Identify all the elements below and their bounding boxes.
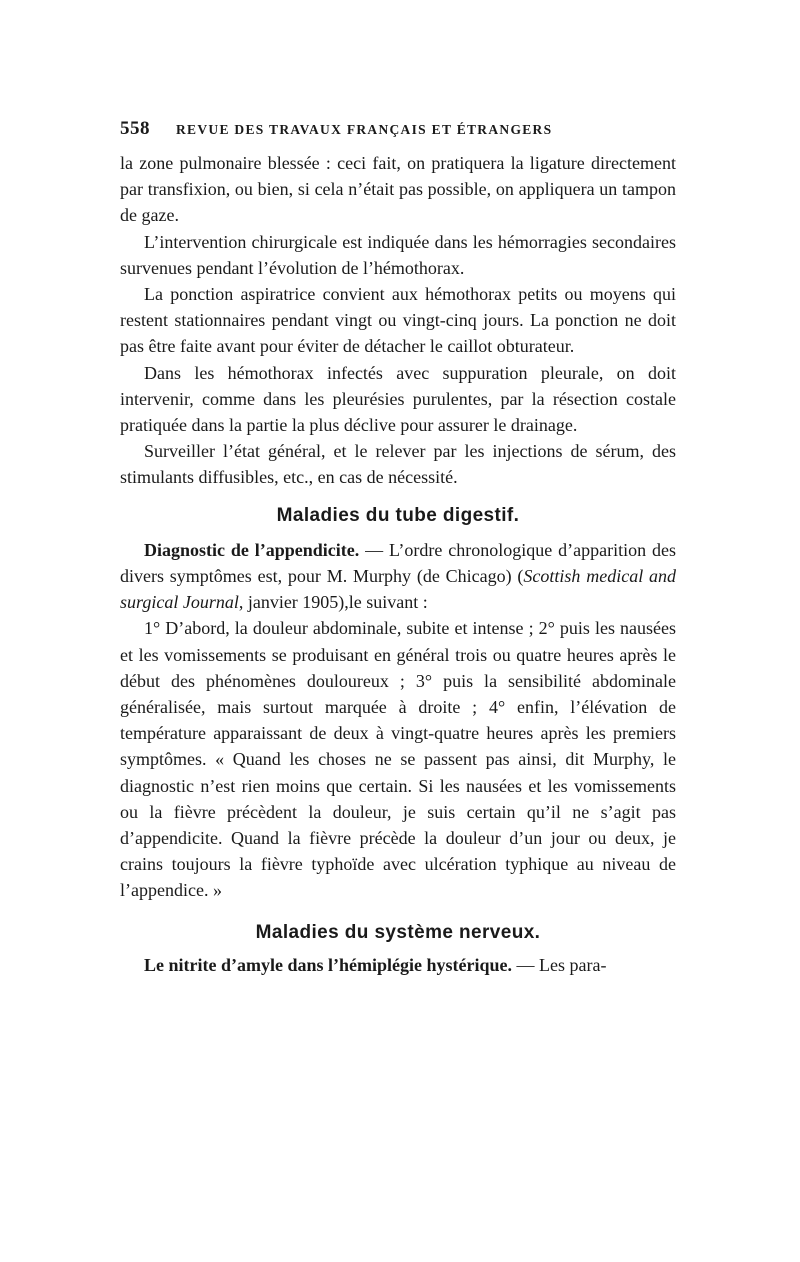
paragraph-text: — L’ordre chronologique d’apparition des divers symptômes est, pour M. Murphy (de Chicago) ( xyxy=(120,539,676,587)
paragraph-text: , janvier 1905),le suivant : xyxy=(238,592,428,613)
body-text xyxy=(120,150,676,978)
running-title: REVUE DES TRAVAUX FRANÇAIS ET ÉTRANGERS xyxy=(176,122,553,137)
page-header xyxy=(120,118,676,140)
paragraph-text: — Les para- xyxy=(511,954,607,975)
paragraph-amyl-nitrite xyxy=(120,952,676,978)
run-in-heading: Diagnostic de l’appendicite. xyxy=(144,539,360,560)
paragraph-continuation: la zone pulmonaire blessée : ceci fait, on pratiquera la ligature directement par transfixion, ou bien, si cela n’était pas possible, on appliquera un tampon de gaze. xyxy=(120,153,676,226)
paragraph: L’intervention chirurgicale est indiquée dans les hémorragies secondaires survenues pendant l’évolution de l’hémothorax. xyxy=(120,231,676,278)
paragraph: Surveiller l’état général, et le relever par les injections de sérum, des stimulants diffusibles, etc., en cas de nécessité. xyxy=(120,441,676,488)
run-in-heading: Le nitrite d’amyle dans l’hémiplégie hystérique. xyxy=(144,954,512,975)
page-number: 558 xyxy=(120,118,150,139)
paragraph: La ponction aspiratrice convient aux hémothorax petits ou moyens qui restent stationnaires pendant vingt ou vingt-cinq jours. La ponction ne doit pas être faite avant pour éviter de détacher le caillot obturateur. xyxy=(120,284,676,357)
symptom-list-paragraph: 1° D’abord, la douleur abdominale, subite et intense ; 2° puis les nausées et les vomissements se produisant en général trois ou quatre heures après le début des phénomènes douloureux ; 3° puis la sensibilité abdominale généralisée, mais surtout marquée à droite ; 4° enfin, l’élévation de température apparaissant de deux à vingt-quatre heures après les premiers symptômes. « Quand les choses ne se passent pas ainsi, dit Murphy, le diagnostic n’est rien moins que certain. Si les nausées et les vomissements ou la fièvre précèdent la douleur, je suis certain qu’il ne s’agit pas d’appendicite. Quand la fièvre précède la douleur d’un jour ou deux, je crains toujours la fièvre typhoïde avec ulcération typhique au niveau de l’appendice. » xyxy=(120,618,676,901)
section-heading-nervous: Maladies du système nerveux. xyxy=(255,921,541,943)
journal-reference: Scottish medical and surgical Journal xyxy=(120,566,676,613)
paragraph-appendicitis xyxy=(120,537,676,616)
paragraph: Dans les hémothorax infectés avec suppuration pleurale, on doit intervenir, comme dans les pleurésies purulentes, par la résection costale pratiquée dans la partie la plus déclive pour assurer le drainage. xyxy=(120,362,676,436)
section-heading-digestive: Maladies du tube digestif. xyxy=(276,504,520,526)
